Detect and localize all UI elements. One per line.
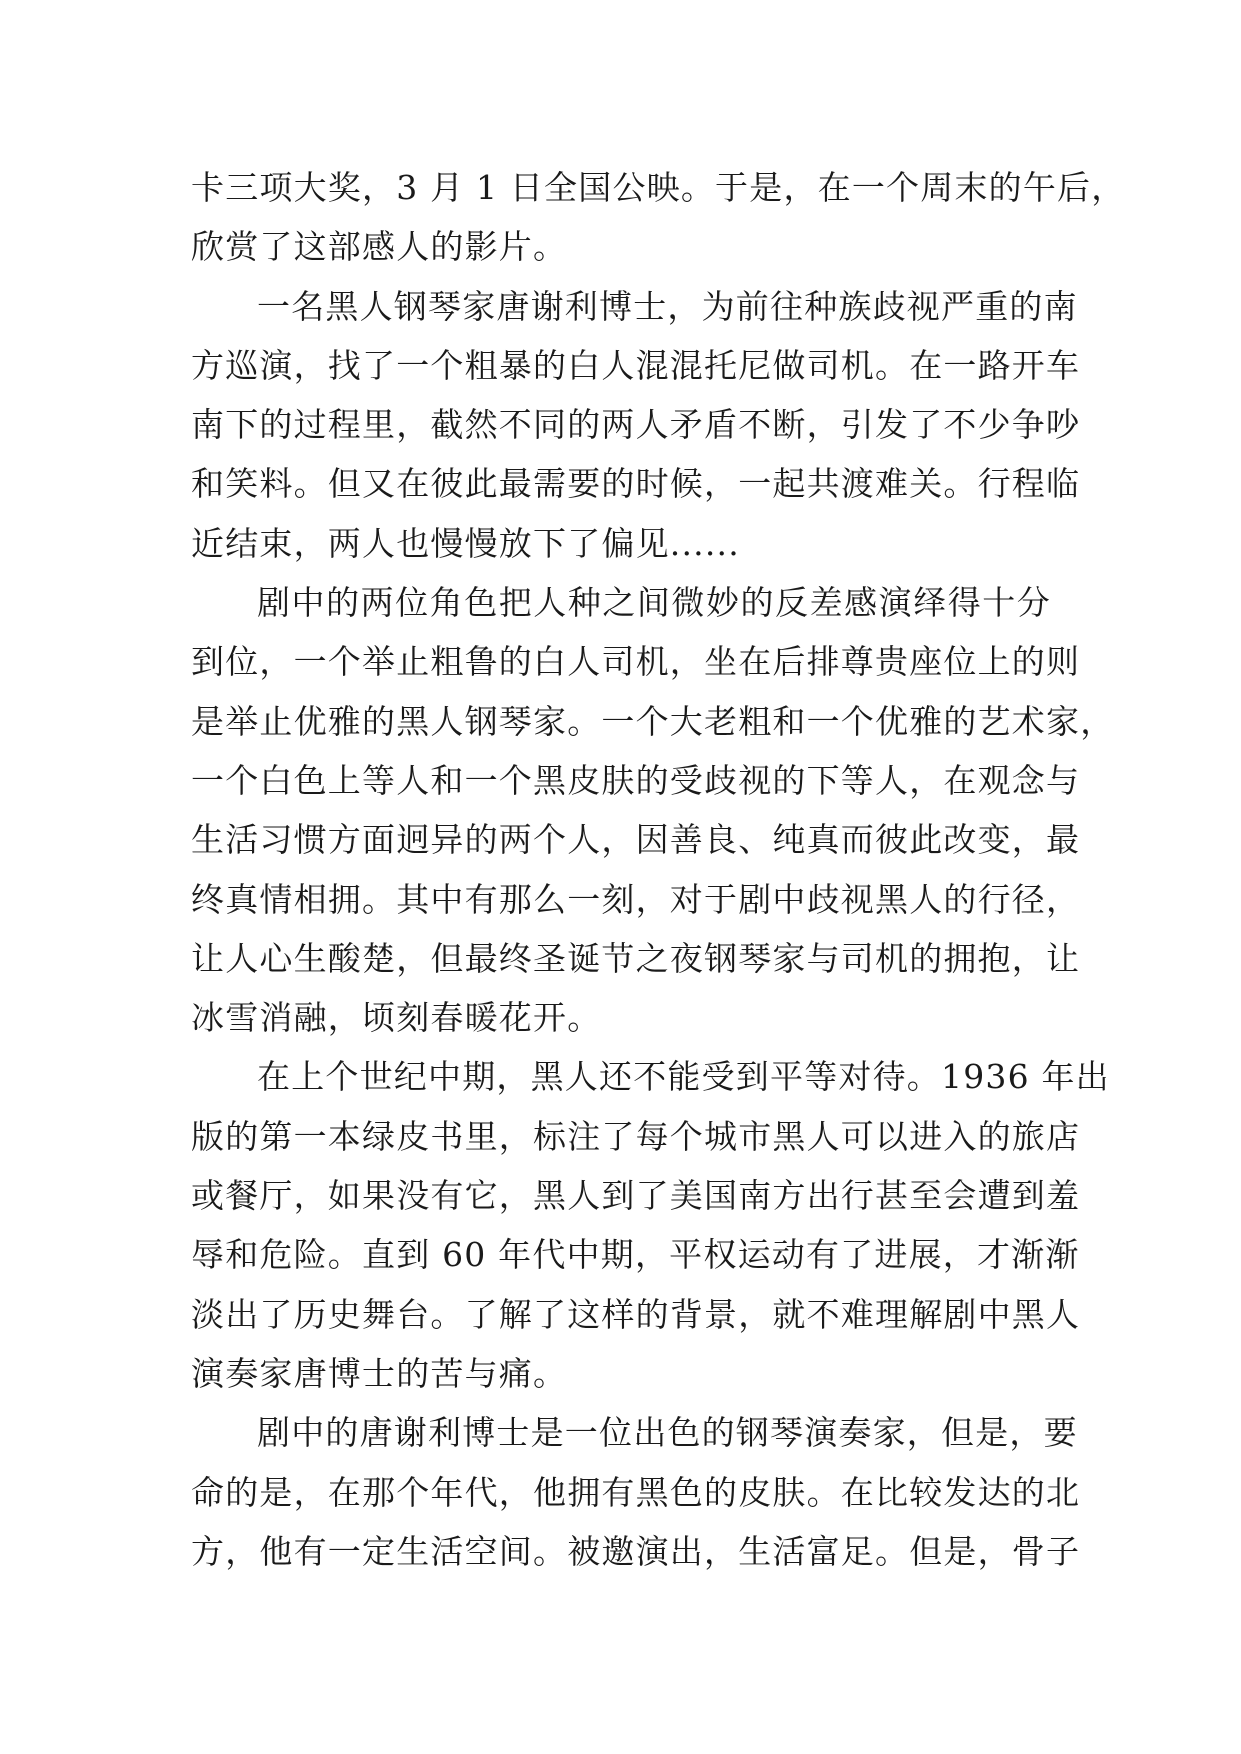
text-line: 近结束，两人也慢慢放下了偏见...... [191, 523, 740, 563]
document-body [191, 158, 1126, 1581]
paragraph-5 [191, 1403, 1081, 1581]
text-line: 或餐厅，如果没有它，黑人到了美国南方出行甚至会遭到羞 [191, 1176, 1081, 1216]
text-line: 版的第一本绿皮书里，标注了每个城市黑人可以进入的旅店 [191, 1116, 1081, 1156]
text-line: 欣赏了这部感人的影片。 [191, 227, 568, 267]
text-line: 剧中的唐谢利博士是一位出色的钢琴演奏家，但是，要 [257, 1413, 1078, 1453]
paragraph-4 [191, 1047, 1110, 1403]
text-line: 一个白色上等人和一个黑皮肤的受歧视的下等人，在观念与 [191, 760, 1081, 800]
text-line: 淡出了历史舞台。了解了这样的背景，就不难理解剧中黑人 [191, 1294, 1081, 1334]
text-line: 方，他有一定生活空间。被邀演出，生活富足。但是，骨子 [191, 1531, 1081, 1571]
paragraph-3 [191, 573, 1115, 1047]
paragraph-2 [191, 277, 1081, 573]
text-line: 是举止优雅的黑人钢琴家。一个大老粗和一个优雅的艺术家， [191, 701, 1115, 741]
text-line: 演奏家唐博士的苦与痛。 [191, 1353, 568, 1393]
text-line: 一名黑人钢琴家唐谢利博士，为前往种族歧视严重的南 [257, 286, 1078, 326]
text-line: 辱和危险。直到 60 年代中期，平权运动有了进展，才渐渐 [191, 1235, 1080, 1275]
text-line: 命的是，在那个年代，他拥有黑色的皮肤。在比较发达的北 [191, 1472, 1081, 1512]
text-line: 卡三项大奖，3 月 1 日全国公映。于是，在一个周末的午后， [191, 168, 1126, 207]
text-line: 和笑料。但又在彼此最需要的时候，一起共渡难关。行程临 [191, 464, 1081, 504]
text-line: 冰雪消融，顷刻春暖花开。 [191, 998, 602, 1038]
text-line: 剧中的两位角色把人种之间微妙的反差感演绎得十分 [257, 583, 1051, 623]
text-line: 到位，一个举止粗鲁的白人司机，坐在后排尊贵座位上的则 [191, 642, 1081, 682]
text-line: 终真情相拥。其中有那么一刻，对于剧中歧视黑人的行径， [191, 879, 1081, 919]
text-line: 方巡演，找了一个粗暴的白人混混托尼做司机。在一路开车 [191, 345, 1081, 385]
text-line: 让人心生酸楚，但最终圣诞节之夜钢琴家与司机的拥抱，让 [191, 938, 1081, 978]
text-line: 生活习惯方面迥异的两个人，因善良、纯真而彼此改变，最 [191, 820, 1081, 860]
paragraph-1 [191, 158, 1126, 277]
text-line: 在上个世纪中期，黑人还不能受到平等对待。1936 年出 [257, 1057, 1110, 1097]
text-line: 南下的过程里，截然不同的两人矛盾不断，引发了不少争吵 [191, 405, 1081, 445]
